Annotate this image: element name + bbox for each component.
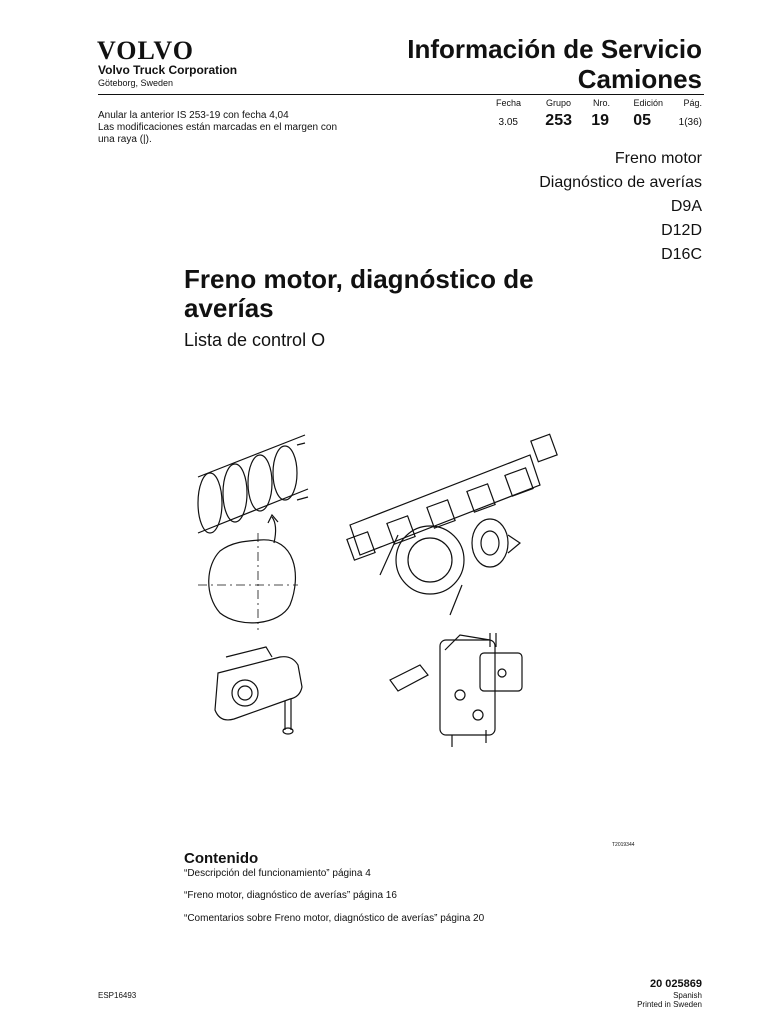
revision-notice-line: una raya (|).: [98, 134, 152, 145]
revision-notice-line: Anular la anterior IS 253-19 con fecha 4,04: [98, 110, 289, 121]
meta-label-pag: Pág.: [683, 98, 702, 108]
contents-item[interactable]: “Freno motor, diagnóstico de averías” página 16: [184, 890, 397, 901]
rocker-arm-drawing: [215, 647, 302, 734]
header-divider: [98, 94, 704, 95]
meta-value-pag: 1(36): [678, 117, 702, 128]
document-title-line1: Información de Servicio: [407, 34, 702, 64]
company-city: Göteborg, Sweden: [98, 78, 174, 88]
meta-label-grupo: Grupo: [545, 98, 571, 108]
exhaust-manifold-drawing: [347, 434, 557, 615]
volvo-logo: VOLVO: [97, 36, 194, 65]
printed-in: Printed in Sweden: [637, 1000, 702, 1009]
page-title: Freno motor, diagnóstico de averías: [184, 264, 534, 323]
meta-value-edicion: 05: [633, 112, 651, 129]
document-language: Spanish: [673, 991, 702, 1000]
company-name: Volvo Truck Corporation: [98, 63, 238, 77]
esp-code: ESP16493: [98, 991, 137, 1000]
page-subtitle: Lista de control O: [184, 330, 326, 350]
contents-heading: Contenido: [184, 850, 259, 867]
cam-profile-drawing: [198, 533, 298, 630]
subject-line: D16C: [661, 246, 702, 263]
document-title-line2: Camiones: [577, 64, 702, 94]
meta-value-fecha: 3.05: [498, 117, 518, 128]
contents-item[interactable]: “Comentarios sobre Freno motor, diagnóstico de averías” página 20: [184, 913, 485, 924]
meta-label-edicion: Edición: [633, 98, 663, 108]
subject-line: Diagnóstico de averías: [539, 174, 702, 191]
contents-item[interactable]: “Descripción del funcionamiento” página 4: [184, 868, 371, 879]
document-number: 20 025869: [650, 978, 702, 990]
subject-line: Freno motor: [614, 150, 702, 167]
control-valve-drawing: [390, 633, 522, 747]
camshaft-drawing: [198, 435, 308, 543]
engine-brake-illustration: [190, 425, 560, 765]
subject-line: D12D: [661, 222, 702, 239]
revision-notice: [98, 110, 388, 146]
figure-code: T2019344: [612, 842, 635, 848]
revision-notice-line: Las modificaciones están marcadas en el margen con: [98, 122, 338, 133]
meta-label-fecha: Fecha: [495, 98, 521, 108]
meta-value-grupo: 253: [545, 112, 572, 129]
meta-label-nro: Nro.: [592, 98, 610, 108]
meta-value-nro: 19: [591, 112, 609, 129]
subject-line: D9A: [670, 198, 702, 215]
